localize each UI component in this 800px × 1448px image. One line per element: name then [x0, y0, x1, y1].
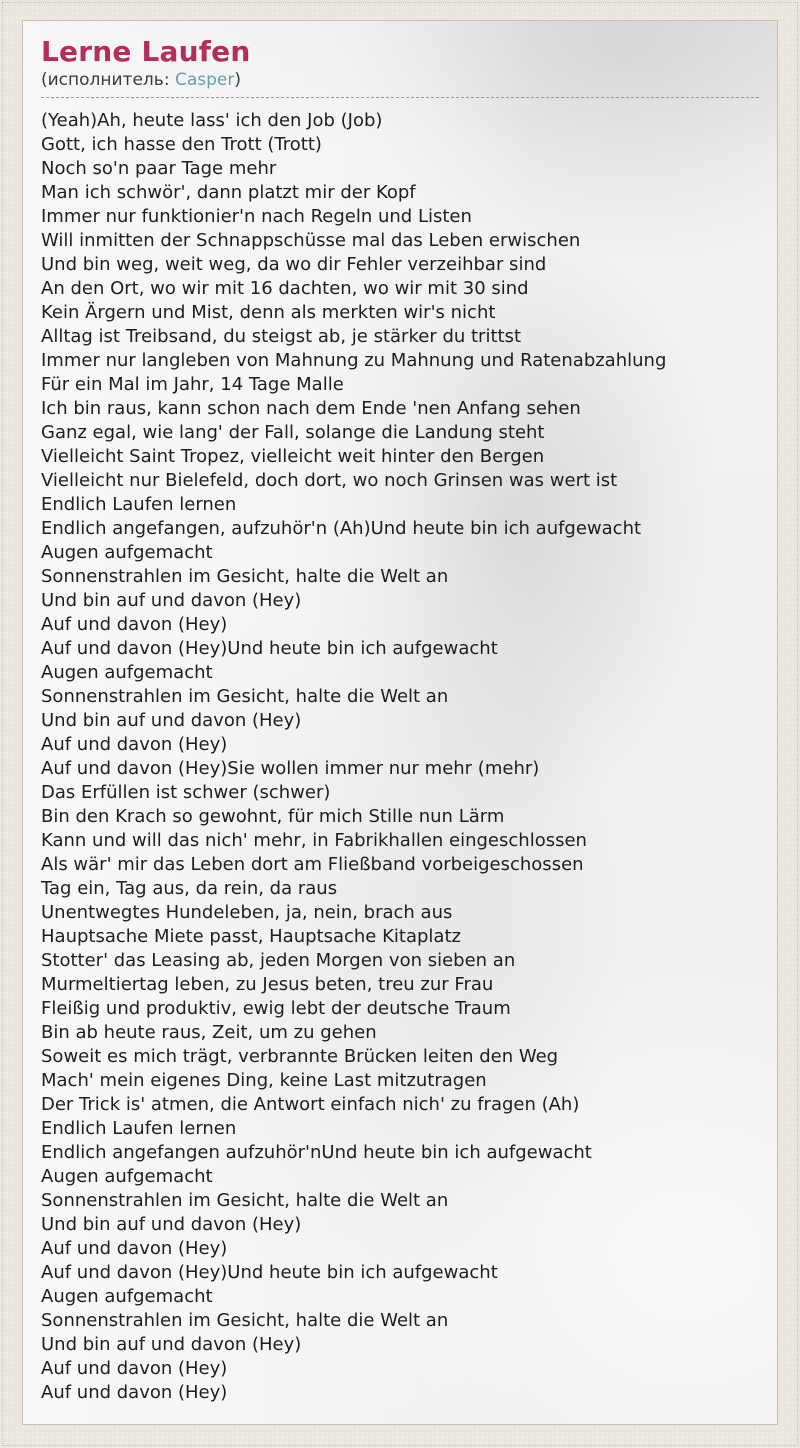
lyrics-line: Endlich Laufen lernen [41, 494, 237, 515]
lyrics-line: Auf und davon (Hey) [41, 614, 228, 635]
lyrics-line: Auf und davon (Hey) [41, 1382, 228, 1403]
lyrics-line: Augen aufgemacht [41, 1166, 213, 1187]
lyrics-line: Kann und will das nich' mehr, in Fabrikhallen eingeschlossen [41, 830, 587, 851]
lyrics-line: Der Trick is' atmen, die Antwort einfach nich' zu fragen (Ah) [41, 1094, 580, 1115]
lyrics-line: Augen aufgemacht [41, 542, 213, 563]
lyrics-line: Auf und davon (Hey) [41, 734, 228, 755]
lyrics-line: Für ein Mal im Jahr, 14 Tage Malle [41, 374, 344, 395]
artist-label-suffix: ) [234, 70, 241, 90]
lyrics-line: (Yeah)Ah, heute lass' ich den Job (Job) [41, 110, 383, 131]
lyrics-line: Endlich angefangen, aufzuhör'n (Ah)Und heute bin ich aufgewacht [41, 518, 642, 539]
lyrics-line: Als wär' mir das Leben dort am Fließband vorbeigeschossen [41, 854, 584, 875]
lyrics-line: Tag ein, Tag aus, da rein, da raus [41, 878, 338, 899]
lyrics-line: Noch so'n paar Tage mehr [41, 158, 277, 179]
lyrics-line: Endlich angefangen aufzuhör'nUnd heute bin ich aufgewacht [41, 1142, 592, 1163]
lyrics-line: Und bin auf und davon (Hey) [41, 1214, 302, 1235]
lyrics-line: Kein Ärgern und Mist, denn als merkten wir's nicht [41, 302, 496, 323]
lyrics-line: Gott, ich hasse den Trott (Trott) [41, 134, 322, 155]
lyrics-line: Auf und davon (Hey)Sie wollen immer nur mehr (mehr) [41, 758, 540, 779]
lyrics-line: Und bin auf und davon (Hey) [41, 1334, 302, 1355]
lyrics-line: Mach' mein eigenes Ding, keine Last mitzutragen [41, 1070, 487, 1091]
lyrics-line: Sonnenstrahlen im Gesicht, halte die Welt an [41, 686, 449, 707]
lyrics-line: Und bin auf und davon (Hey) [41, 590, 302, 611]
page-title: Lerne Laufen [41, 35, 251, 68]
lyrics-line: Auf und davon (Hey) [41, 1238, 228, 1259]
lyrics-line: Endlich Laufen lernen [41, 1118, 237, 1139]
lyrics-line: Immer nur langleben von Mahnung zu Mahnung und Ratenabzahlung [41, 350, 667, 371]
lyrics-line: Augen aufgemacht [41, 662, 213, 683]
lyrics-line: Fleißig und produktiv, ewig lebt der deutsche Traum [41, 998, 511, 1019]
lyrics-line: Murmeltiertag leben, zu Jesus beten, treu zur Frau [41, 974, 494, 995]
lyrics-line: Hauptsache Miete passt, Hauptsache Kitaplatz [41, 926, 461, 947]
lyrics-line: Und bin weg, weit weg, da wo dir Fehler verzeihbar sind [41, 254, 547, 275]
lyrics-line: Ganz egal, wie lang' der Fall, solange die Landung steht [41, 422, 545, 443]
lyrics-text [41, 109, 759, 1405]
lyrics-card [22, 20, 778, 1425]
lyrics-line: Sonnenstrahlen im Gesicht, halte die Welt an [41, 566, 449, 587]
artist-line [41, 69, 759, 91]
lyrics-line: Und bin auf und davon (Hey) [41, 710, 302, 731]
lyrics-line: Auf und davon (Hey) [41, 1358, 228, 1379]
lyrics-line: Vielleicht nur Bielefeld, doch dort, wo noch Grinsen was wert ist [41, 470, 618, 491]
lyrics-line: Alltag ist Treibsand, du steigst ab, je stärker du trittst [41, 326, 522, 347]
lyrics-line: Man ich schwör', dann platzt mir der Kopf [41, 182, 416, 203]
lyrics-line: Auf und davon (Hey)Und heute bin ich aufgewacht [41, 638, 498, 659]
lyrics-line: Immer nur funktionier'n nach Regeln und Listen [41, 206, 472, 227]
lyrics-line: Ich bin raus, kann schon nach dem Ende 'nen Anfang sehen [41, 398, 581, 419]
lyrics-line: Unentwegtes Hundeleben, ja, nein, brach aus [41, 902, 453, 923]
lyrics-line: Soweit es mich trägt, verbrannte Brücken leiten den Weg [41, 1046, 559, 1067]
lyrics-line: Augen aufgemacht [41, 1286, 213, 1307]
lyrics-line: Vielleicht Saint Tropez, vielleicht weit hinter den Bergen [41, 446, 545, 467]
lyrics-line: An den Ort, wo wir mit 16 dachten, wo wir mit 30 sind [41, 278, 529, 299]
lyrics-line: Bin den Krach so gewohnt, für mich Stille nun Lärm [41, 806, 505, 827]
lyrics-line: Sonnenstrahlen im Gesicht, halte die Welt an [41, 1190, 449, 1211]
lyrics-line: Stotter' das Leasing ab, jeden Morgen von sieben an [41, 950, 516, 971]
artist-link[interactable]: Casper [174, 70, 235, 90]
lyrics-line: Auf und davon (Hey)Und heute bin ich aufgewacht [41, 1262, 498, 1283]
lyrics-line: Will inmitten der Schnappschüsse mal das Leben erwischen [41, 230, 581, 251]
artist-label-prefix: (исполнитель: [41, 70, 175, 90]
header-separator [41, 97, 759, 98]
lyrics-line: Sonnenstrahlen im Gesicht, halte die Welt an [41, 1310, 449, 1331]
lyrics-line: Das Erfüllen ist schwer (schwer) [41, 782, 331, 803]
lyrics-line: Bin ab heute raus, Zeit, um zu gehen [41, 1022, 377, 1043]
